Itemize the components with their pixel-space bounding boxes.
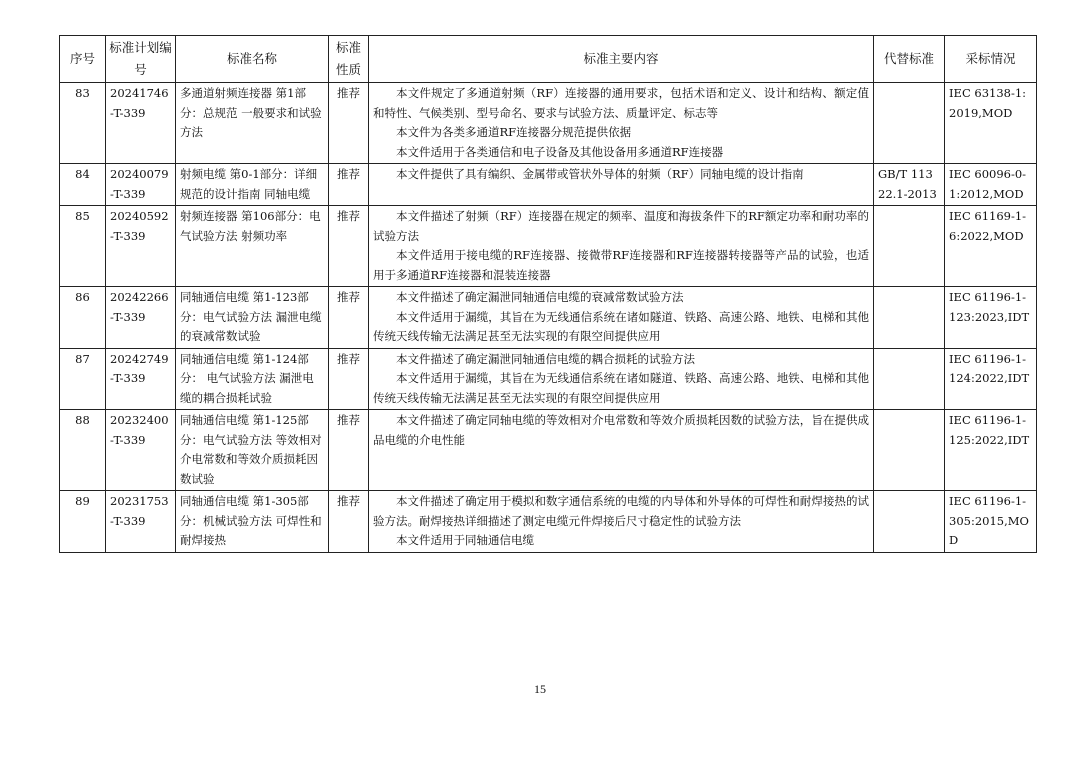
content-paragraph: 本文件描述了确定同轴电缆的等效相对介电常数和等效介质损耗因数的试验方法，旨在提供成品电缆的介电性能 — [373, 413, 869, 447]
header-type: 标准性质 — [329, 36, 369, 83]
header-row — [60, 36, 1037, 83]
main-content — [369, 491, 874, 553]
header-replace: 代替标准 — [874, 36, 945, 83]
plan-code: 20231753-T-339 — [106, 491, 176, 553]
standard-type: 推荐 — [329, 206, 369, 287]
table-row — [60, 206, 1037, 287]
content-paragraph: 本文件适用于同轴通信电缆 — [396, 533, 534, 547]
row-number: 87 — [60, 348, 106, 410]
adoption-status: IEC 61196-1-125:2022,IDT — [945, 410, 1037, 491]
header-content: 标准主要内容 — [369, 36, 874, 83]
replaced-standard — [874, 83, 945, 164]
standard-type: 推荐 — [329, 348, 369, 410]
plan-code: 20240079-T-339 — [106, 164, 176, 206]
replaced-standard — [874, 348, 945, 410]
page-number: 15 — [534, 682, 546, 696]
replaced-standard: GB/T 11322.1-2013 — [874, 164, 945, 206]
table-row — [60, 83, 1037, 164]
plan-code: 20242266-T-339 — [106, 287, 176, 349]
adoption-status: IEC 61169-1-6:2022,MOD — [945, 206, 1037, 287]
adoption-status: IEC 61196-1-305:2015,MOD — [945, 491, 1037, 553]
table-row — [60, 410, 1037, 491]
replaced-standard — [874, 287, 945, 349]
standard-name: 同轴通信电缆 第1-305部分：机械试验方法 可焊性和耐焊接热 — [176, 491, 329, 553]
main-content — [369, 83, 874, 164]
header-plan-code: 标准计划编号 — [106, 36, 176, 83]
row-number: 88 — [60, 410, 106, 491]
content-paragraph: 本文件适用于接电缆的RF连接器、接微带RF连接器和RF连接器转接器等产品的试验，也适用于多通道RF连接器和混装连接器 — [373, 248, 869, 282]
standard-type: 推荐 — [329, 410, 369, 491]
main-content — [369, 348, 874, 410]
header-name: 标准名称 — [176, 36, 329, 83]
header-adoption: 采标情况 — [945, 36, 1037, 83]
standard-type: 推荐 — [329, 164, 369, 206]
replaced-standard — [874, 491, 945, 553]
content-paragraph: 本文件为各类多通道RF连接器分规范提供依据 — [396, 125, 632, 139]
row-number: 84 — [60, 164, 106, 206]
standard-type: 推荐 — [329, 83, 369, 164]
row-number: 85 — [60, 206, 106, 287]
replaced-standard — [874, 410, 945, 491]
plan-code: 20241746-T-339 — [106, 83, 176, 164]
main-content — [369, 410, 874, 491]
main-content — [369, 287, 874, 349]
header-no: 序号 — [60, 36, 106, 83]
table-row — [60, 287, 1037, 349]
standard-name: 多通道射频连接器 第1部分：总规范 一般要求和试验方法 — [176, 83, 329, 164]
plan-code: 20240592-T-339 — [106, 206, 176, 287]
adoption-status: IEC 60096-0-1:2012,MOD — [945, 164, 1037, 206]
plan-code: 20242749-T-339 — [106, 348, 176, 410]
row-number: 83 — [60, 83, 106, 164]
adoption-status: IEC 63138-1:2019,MOD — [945, 83, 1037, 164]
table-row — [60, 491, 1037, 553]
standard-name: 射频连接器 第106部分：电气试验方法 射频功率 — [176, 206, 329, 287]
adoption-status: IEC 61196-1-123:2023,IDT — [945, 287, 1037, 349]
standard-type: 推荐 — [329, 287, 369, 349]
standard-type: 推荐 — [329, 491, 369, 553]
content-paragraph: 本文件描述了确定用于模拟和数字通信系统的电缆的内导体和外导体的可焊性和耐焊接热的试验方法。耐焊接热详细描述了测定电缆元件焊接后尺寸稳定性的试验方法 — [373, 494, 869, 528]
main-content — [369, 164, 874, 206]
row-number: 86 — [60, 287, 106, 349]
content-paragraph: 本文件描述了确定漏泄同轴通信电缆的耦合损耗的试验方法 — [396, 351, 695, 366]
content-paragraph: 本文件描述了射频（RF）连接器在规定的频率、温度和海拔条件下的RF额定功率和耐功率的试验方法 — [373, 209, 869, 243]
content-paragraph: 本文件适用于漏缆，其旨在为无线通信系统在诸如隧道、铁路、高速公路、地铁、电梯和其他传统天线传输无法满足甚至无法实现的有限空间提供应用 — [373, 309, 869, 343]
standard-name: 同轴通信电缆 第1-123部分：电气试验方法 漏泄电缆的衰减常数试验 — [176, 287, 329, 349]
content-paragraph: 本文件适用于漏缆，其旨在为无线通信系统在诸如隧道、铁路、高速公路、地铁、电梯和其他传统天线传输无法满足甚至无法实现的有限空间提供应用 — [373, 371, 869, 405]
content-paragraph: 本文件提供了具有编织、金属带或管状外导体的射频（RF）同轴电缆的设计指南 — [396, 167, 804, 181]
row-number: 89 — [60, 491, 106, 553]
content-paragraph: 本文件适用于各类通信和电子设备及其他设备用多通道RF连接器 — [396, 144, 724, 159]
main-content — [369, 206, 874, 287]
table-row — [60, 348, 1037, 410]
replaced-standard — [874, 206, 945, 287]
plan-code: 20232400-T-339 — [106, 410, 176, 491]
table-row — [60, 164, 1037, 206]
standard-name: 射频电缆 第0-1部分：详细规范的设计指南 同轴电缆 — [176, 164, 329, 206]
standard-name: 同轴通信电缆 第1-124部分： 电气试验方法 漏泄电缆的耦合损耗试验 — [176, 348, 329, 410]
standard-name: 同轴通信电缆 第1-125部分：电气试验方法 等效相对介电常数和等效介质损耗因数试验 — [176, 410, 329, 491]
standards-table — [59, 35, 1037, 553]
adoption-status: IEC 61196-1-124:2022,IDT — [945, 348, 1037, 410]
content-paragraph: 本文件规定了多通道射频（RF）连接器的通用要求，包括术语和定义、设计和结构、额定值和特性、气候类别、型号命名、要求与试验方法、质量评定、标志等 — [373, 86, 869, 120]
content-paragraph: 本文件描述了确定漏泄同轴通信电缆的衰减常数试验方法 — [396, 290, 684, 304]
